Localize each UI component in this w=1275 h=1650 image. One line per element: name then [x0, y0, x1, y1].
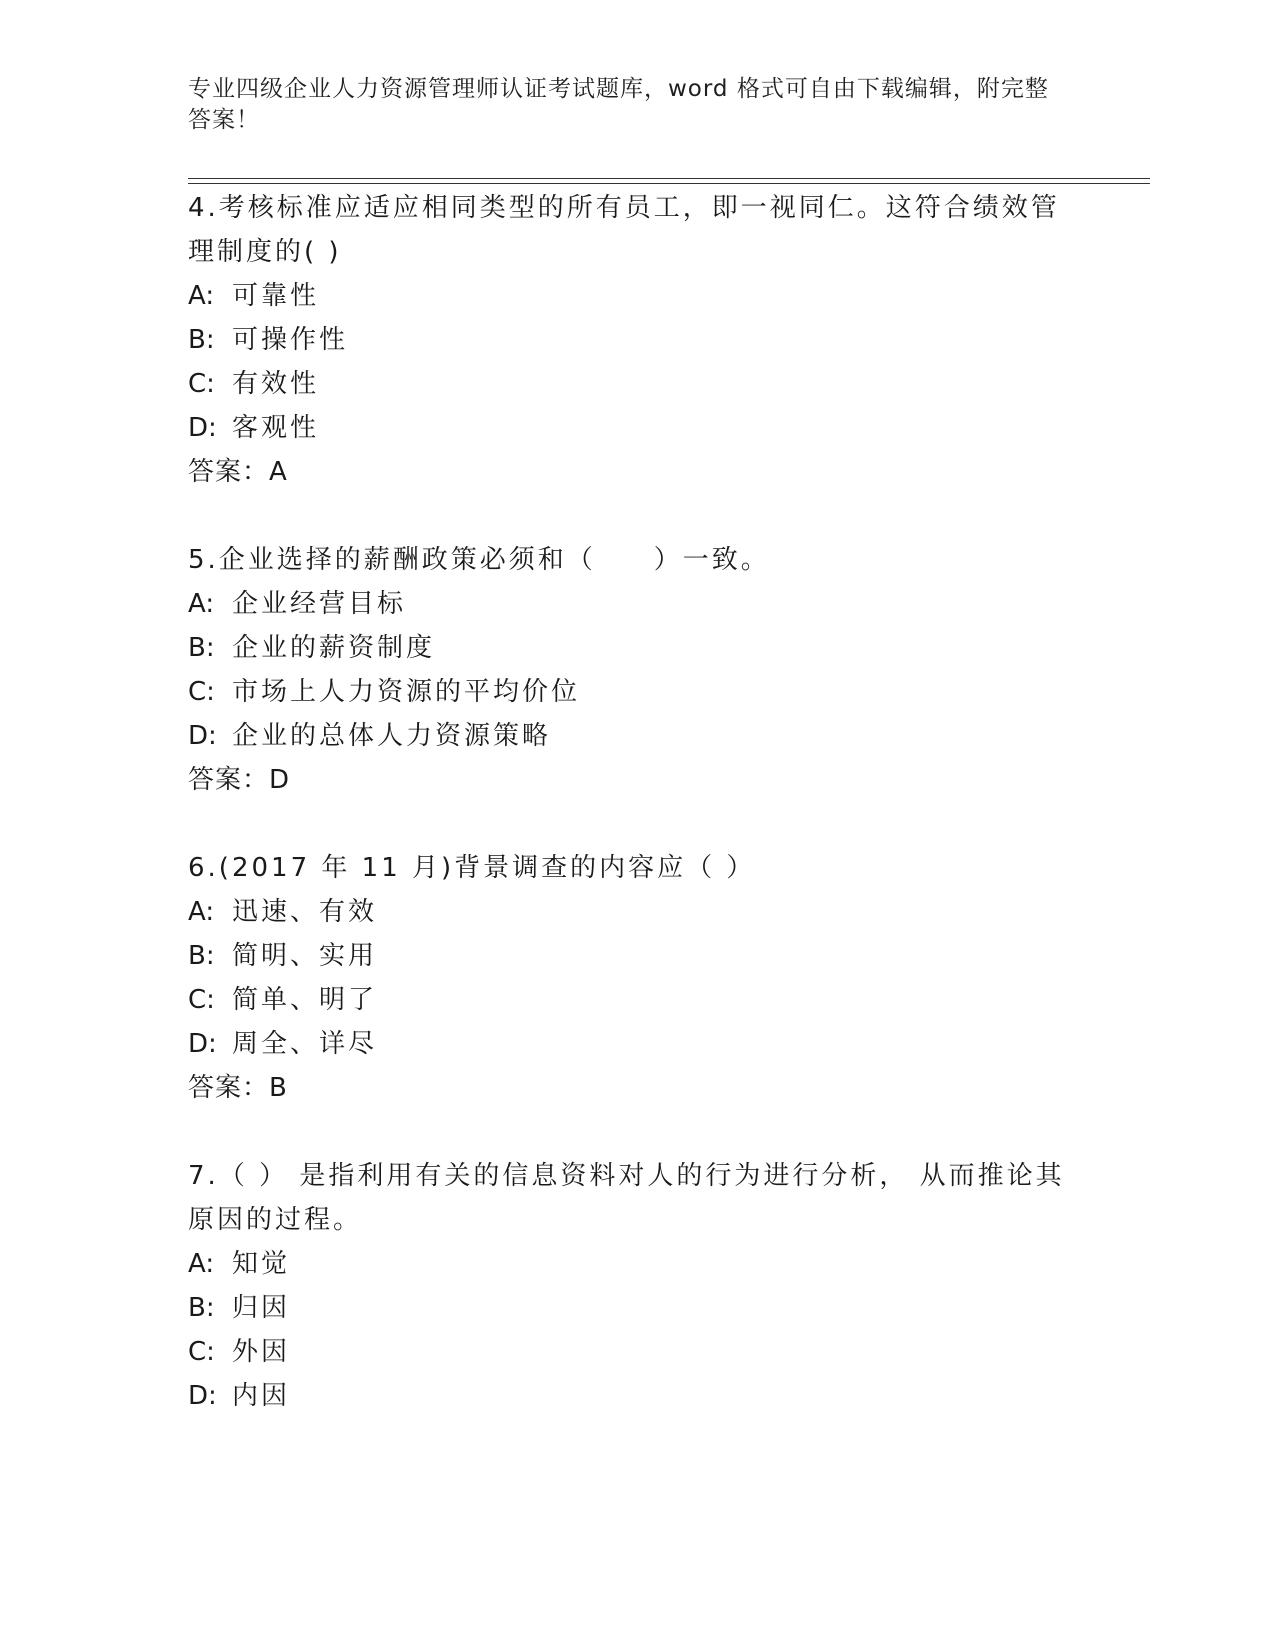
- option-text: 企业的薪资制度: [232, 633, 436, 663]
- option-text: 企业经营目标: [232, 589, 407, 619]
- question-4-stem-line2: 理制度的( ): [188, 237, 342, 267]
- question-4-option-d: [188, 412, 319, 444]
- option-text: 周全、详尽: [232, 1029, 378, 1059]
- option-key: A:: [188, 281, 215, 311]
- option-text: 市场上人力资源的平均价位: [232, 677, 581, 707]
- question-4-stem-line1: 4.考核标准应适应相同类型的所有员工，即一视同仁。这符合绩效管: [188, 193, 1060, 223]
- option-text: 简明、实用: [232, 941, 378, 971]
- option-key: C:: [188, 677, 215, 707]
- question-6-option-d: [188, 1028, 377, 1060]
- question-7-option-b: [188, 1292, 290, 1324]
- document-header: 专业四级企业人力资源管理师认证考试题库，word 格式可自由下载编辑，附完整答案！: [188, 76, 1049, 133]
- question-7-stem-line2: 原因的过程。: [188, 1205, 363, 1235]
- option-key: B:: [188, 941, 215, 971]
- option-text: 迅速、有效: [232, 897, 378, 927]
- header-divider-top: [188, 178, 1150, 179]
- question-6-stem-line1: 6.(2017 年 11 月)背景调查的内容应（ ）: [188, 853, 756, 883]
- question-4-option-c: [188, 368, 319, 400]
- option-key: B:: [188, 325, 215, 355]
- question-4-option-a: [188, 280, 319, 312]
- option-key: B:: [188, 1293, 215, 1323]
- question-6-option-b: [188, 940, 377, 972]
- question-7-option-a: [188, 1248, 290, 1280]
- option-key: B:: [188, 633, 215, 663]
- option-key: A:: [188, 897, 215, 927]
- option-text: 简单、明了: [232, 985, 378, 1015]
- option-text: 有效性: [232, 369, 320, 399]
- option-key: C:: [188, 369, 215, 399]
- option-text: 客观性: [232, 413, 320, 443]
- question-4-answer: 答案：A: [188, 457, 288, 487]
- question-6-option-a: [188, 896, 377, 928]
- question-5-option-d: [188, 720, 551, 752]
- question-5-option-a: [188, 588, 406, 620]
- option-key: D:: [188, 1381, 217, 1411]
- option-key: D:: [188, 413, 217, 443]
- question-5-option-c: [188, 676, 580, 708]
- question-6-answer: 答案：B: [188, 1073, 288, 1103]
- option-text: 内因: [232, 1381, 291, 1411]
- header-divider-bottom: [188, 183, 1150, 184]
- question-5-answer: 答案：D: [188, 765, 291, 795]
- option-key: C:: [188, 1337, 215, 1367]
- question-6-option-c: [188, 984, 377, 1016]
- option-text: 企业的总体人力资源策略: [232, 721, 552, 751]
- option-key: C:: [188, 985, 215, 1015]
- question-4-option-b: [188, 324, 348, 356]
- option-key: A:: [188, 589, 215, 619]
- question-5-stem-line1: 5.企业选择的薪酬政策必须和（ ）一致。: [188, 545, 770, 575]
- question-7-option-c: [188, 1336, 290, 1368]
- option-key: D:: [188, 1029, 217, 1059]
- option-text: 归因: [232, 1293, 291, 1323]
- option-text: 可靠性: [232, 281, 320, 311]
- question-7-option-d: [188, 1380, 290, 1412]
- option-text: 知觉: [232, 1249, 291, 1279]
- option-key: D:: [188, 721, 217, 751]
- option-text: 外因: [232, 1337, 291, 1367]
- option-text: 可操作性: [232, 325, 349, 355]
- question-5-option-b: [188, 632, 435, 664]
- question-7-stem-line1: 7.（ ） 是指利用有关的信息资料对人的行为进行分析， 从而推论其: [188, 1161, 1065, 1191]
- option-key: A:: [188, 1249, 215, 1279]
